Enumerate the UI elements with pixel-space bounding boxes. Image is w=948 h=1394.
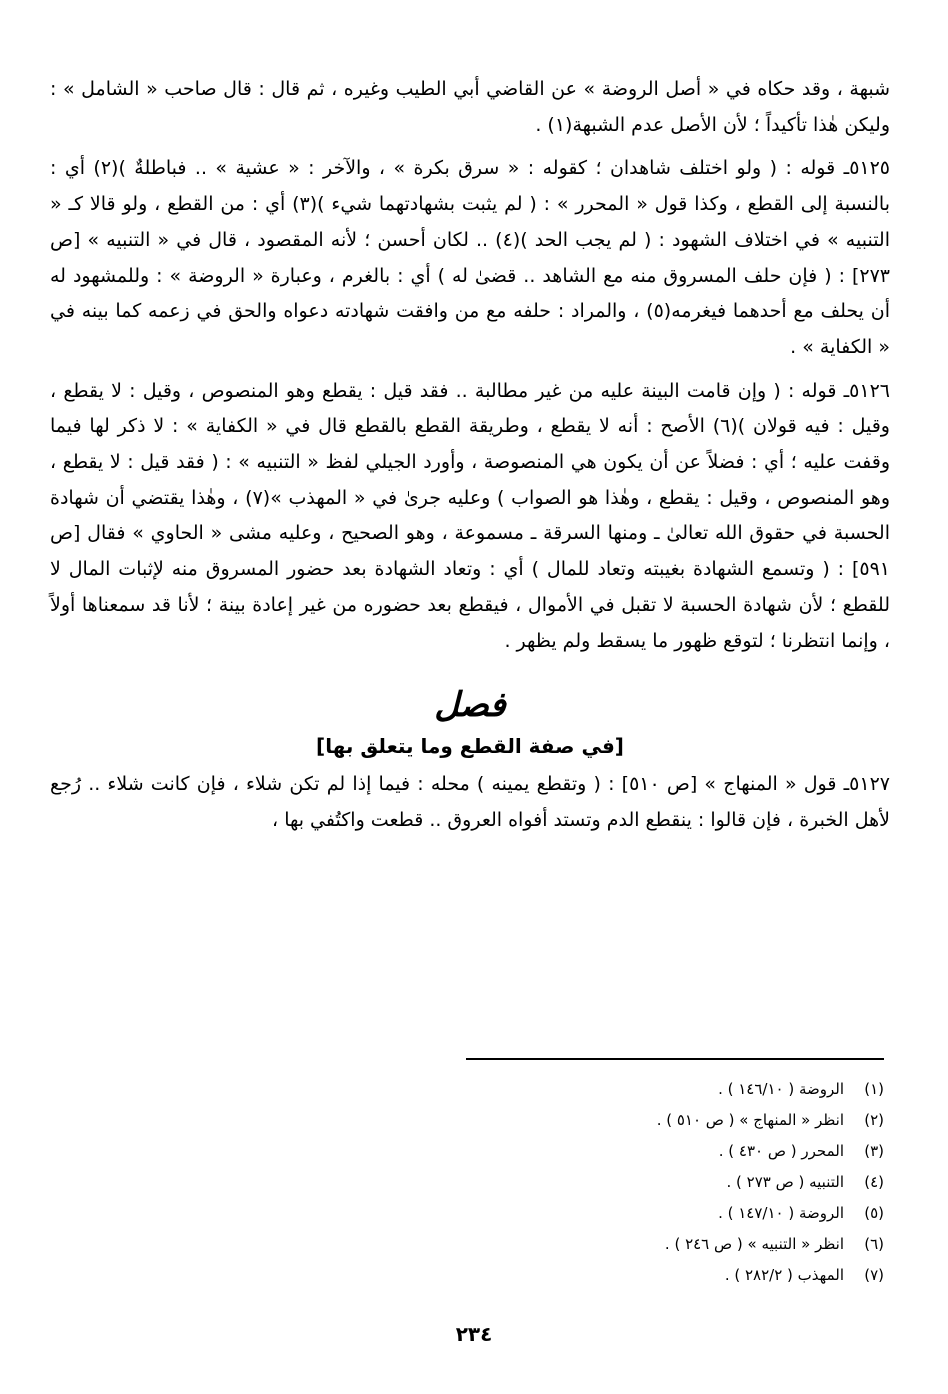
footnote-item <box>324 1074 884 1105</box>
footnote-number: (٧) <box>864 1266 884 1284</box>
paragraph-5126: ٥١٢٦ـ قوله : ( وإن قامت البينة عليه من غير مطالبة .. فقد قيل : يقطع وهو المنصوص ، وقيل : لا يقطع ، وقيل : فيه قولان )(٦) الأصح : أنه لا يقطع ، وطريقة القطع بالقطع قال في « الكفاية » : لا ذكر لها فيما وقفت عليه ؛ أي : فضلاً عن أن يكون هي المنصوصة ، وأورد الجيلي لفظ « التنبيه » : ( فقد قيل : لا يقطع ، وهو المنصوص ، وقيل : يقطع ، وهٰذا هو الصواب ) وعليه جرىٰ في « المهذب »(٧) ، وهٰذا يقتضي أن شهادة الحسبة في حقوق الله تعالىٰ ـ ومنها السرقة ـ مسموعة ، وهو الصحيح ، وعليه مشى « الحاوي » فقال [ص ٥٩١] : ( وتسمع الشهادة بغيبته وتعاد للمال ) أي : وتعاد الشهادة بعد حضور المسروق منه لإثبات المال لا للقطع ؛ لأن شهادة الحسبة لا تقبل في الأموال ، فيقطع بعد حضوره من غير إعادة بينة ؛ لأنا قد سمعناها أولاً ، وإنما انتظرنا ؛ لتوقع ظهور ما يسقط ولم يظهر . <box>50 379 890 652</box>
section-heading: فصل <box>434 685 506 726</box>
section-spacer <box>50 659 890 683</box>
footnote-text: المهذب ( ٢٨٢/٢ ) . <box>724 1266 844 1284</box>
footnote-number: (١) <box>864 1080 884 1098</box>
footnote-text: المحرر ( ص ٤٣٠ ) . <box>718 1142 844 1160</box>
footnote-divider <box>466 1058 884 1060</box>
footnote-text: انظر « التنبيه » ( ص ٢٤٦ ) . <box>664 1235 844 1253</box>
page-number: ٢٣٤ <box>455 1322 493 1346</box>
footnote-item <box>324 1167 884 1198</box>
footnote-text: انظر « المنهاج » ( ص ٥١٠ ) . <box>656 1111 844 1129</box>
footnote-text: الروضة ( ١٤٦/١٠ ) . <box>718 1080 844 1098</box>
paragraph-1: شبهة ، وقد حكاه في « أصل الروضة » عن القاضي أبي الطيب وغيره ، ثم قال : قال صاحب « الشامل » : وليكن هٰذا تأكيداً ؛ لأن الأصل عدم الشبهة(١) . <box>50 78 890 136</box>
footnote-text: التنبيه ( ص ٢٧٣ ) . <box>726 1173 844 1191</box>
footnote-number: (٥) <box>864 1204 884 1222</box>
footnote-text: الروضة ( ١٤٧/١٠ ) . <box>718 1204 844 1222</box>
section-title: [في صفة القطع وما يتعلق بها] <box>316 734 624 759</box>
footnote-item <box>324 1136 884 1167</box>
footnote-number: (٦) <box>864 1235 884 1253</box>
footnote-item <box>324 1260 884 1291</box>
footnote-item <box>324 1229 884 1260</box>
paragraph-5127: ٥١٢٧ـ قول « المنهاج » [ص ٥١٠] : ( وتقطع يمينه ) محله : فيما إذا لم تكن شلاء ، فإن كانت شلاء .. رُجع لأهل الخبرة ، فإن قالوا : ينقطع الدم وتستد أفواه العروق .. قطعت واكتُفي بها ، <box>50 773 890 831</box>
footnote-item <box>324 1198 884 1229</box>
paragraph-5125: ٥١٢٥ـ قوله : ( ولو اختلف شاهدان ؛ كقوله : « سرق بكرة » ، والآخر : « عشية » .. فباطلةٌ )(٢) أي : بالنسبة إلى القطع ، وكذا قول « المحرر » : ( لم يثبت بشهادتهما شيء )(٣) أي : من القطع ، ولو قالا كـ « التنبيه » في اختلاف الشهود : ( لم يجب الحد )(٤) .. لكان أحسن ؛ لأنه المقصود ، قال في « التنبيه » [ص ٢٧٣] : ( فإن حلف المسروق منه مع الشاهد .. قضىٰ له ) أي : بالغرم ، وعبارة « الروضة » : وللمشهود له أن يحلف مع أحدهما فيغرمه(٥) ، والمراد : حلفه مع من وافقت شهادته دعواه والحق في زعمه كما بينه في « الكفاية » . <box>50 157 891 358</box>
footnote-number: (٤) <box>864 1173 884 1191</box>
footnotes-list <box>324 1074 884 1291</box>
page-body <box>50 72 890 839</box>
footnote-number: (٢) <box>864 1111 884 1129</box>
footnote-item <box>324 1105 884 1136</box>
footnote-number: (٣) <box>864 1142 884 1160</box>
